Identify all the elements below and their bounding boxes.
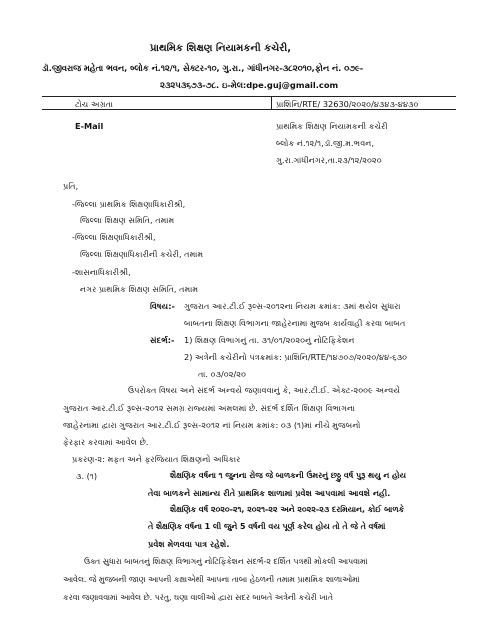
ref-number: પ્રાશિનિ/RTE/ 32630/૨૦૨૦/૪૩૪૩-૪૪૩૦ xyxy=(276,99,419,109)
rule-text: તે શૈક્ષણિક વર્ષના 1 લી જુને 5 વર્ષની વય પૂર્ણ કરેલ હોય તો તે જે તે વર્ષમાં xyxy=(148,522,386,531)
body-para1: જાહેરનામા દ્વારા ગુજરાત આર.ટી.ઈ રૂલ્સ-૨૦૧૨ નાં નિયમ ક્રમાંક: ૦૩ (૧)માં નીચે મુજબનો xyxy=(63,420,361,430)
sender-office-line2: બ્લોક નં.૧૨/૧,ડૉ.જી.મ.ભવન, xyxy=(276,138,374,148)
recipient-line: જિલ્લા શિક્ષણાધિકારીની કચેરી, તમામ xyxy=(80,249,204,259)
office-address-line1: ડૉ.જીવરાજ મહેતા ભવન, બ્લોક નં.૧૨/૧, સેક્ટર-૧૦, ગુ.રા., ગાંધીનગર-૩૮૨૦૧૦,ફોન નં. ૦૭૯- xyxy=(42,63,364,73)
chapter-heading: પ્રકરણ-૨: મફત અને ફરજિયાત શિક્ષણનો અધિકાર xyxy=(72,454,241,464)
sender-office-line1: પ્રાથમિક શિક્ષણ નિયામકની કચેરી xyxy=(276,121,388,131)
sender-office-line3: ગુ.રા.ગાંધીનગર,તા.૨૩/૧૨/૨૦૨૦ xyxy=(276,155,382,165)
rule-text: શૈક્ષણિક વર્ષ ૨૦૨૦-૨૧, ૨૦૨૧-૨૨ અને ૨૦૨૨-૨૩ દરમિયાન, કોઈ બાળકે xyxy=(170,505,405,514)
office-title: પ્રાથમિક શિક્ષણ નિયામકની કચેરી, xyxy=(150,43,292,54)
header-divider xyxy=(271,96,272,109)
body-para2: આવેલ. જે મુજબની જાણ આપની કક્ષાએથી આપના તાબા હેઠળની તમામ પ્રાથમિક શાળાઓમાં xyxy=(63,575,360,584)
body-para1: ફેરફાર કરવામાં આવેલ છે. xyxy=(63,437,149,447)
recipient-line: જિલ્લા શિક્ષણ સમિતિ, તમામ xyxy=(80,215,175,225)
header-bottom-rule xyxy=(42,109,456,110)
rule-text: પ્રવેશ મેળવવા પાત્ર રહેશે. xyxy=(148,539,230,549)
recipient-prati: પ્રતિ, xyxy=(63,181,79,191)
recipient-line: -જિલ્લા પ્રાથમિક શિક્ષણાધિકારીશ્રી, xyxy=(72,199,186,209)
body-para1: ગુજરાત આર.ટી.ઈ રૂલ્સ-૨૦૧૨ સમગ્ર રાજ્યમાં અમલમાં છે. સંદર્ભ દર્શિત શિક્ષણ વિભાગના xyxy=(63,403,356,413)
recipient-line: -જિલ્લા શિક્ષણાધિકારીશ્રી, xyxy=(72,232,156,242)
body-para1: ઉપરોક્ત વિષય અને સંદર્ભ અન્વયે જણાવવાનું કે, આર.ટી.ઈ. એક્ટ-૨૦૦૯ અન્વયે xyxy=(128,385,401,395)
rule-text: તેવા બાળકને સામાન્ય રીતે પ્રાથમિક શાળામાં પ્રવેશ આપવામાં આવશે નહી. xyxy=(148,488,391,498)
recipient-line: નગર પ્રાથમિક શિક્ષણ સમિતિ, તમામ xyxy=(80,284,199,294)
priority-label: ટોચ અગ્રતા xyxy=(75,99,114,109)
subject-label: વિષય:- xyxy=(150,301,175,311)
header-top-rule xyxy=(42,96,456,97)
reference-label: સંદર્ભ:- xyxy=(150,335,175,345)
email-label: E-Mail xyxy=(75,121,104,131)
reference-line3: તા. ૦૩/૦૨/૨૦ xyxy=(198,369,247,379)
reference-line2: 2) અત્રેની કચેરીનો પત્રક્રમાંક: પ્રાશિનિ/RTE/૧૪૭૦૭/૨૦૨૦/૪૪-૬૩૦ xyxy=(184,352,408,362)
rule-text: શૈક્ષણિક વર્ષના ૧ જુનના રોજ જે બાળકની ઉંમરનું છઠ્ઠુ વર્ષ પુરૂ થયુ ન હોય xyxy=(170,471,406,480)
reference-line1: 1) શિક્ષણ વિભાગનું તા. ૩૧/૦૧/૨૦૨૦નું નોટિફિકેશન xyxy=(184,335,355,345)
office-email: dpe.guj@gmail.com xyxy=(246,80,339,90)
recipient-line: -શાસનાધિકારીશ્રી, xyxy=(72,267,131,277)
subject-line1: ગુજરાત આર.ટી.ઈ રૂલ્સ-૨૦૧૨ના નિયમ ક્રમાંક: ૩માં થયેલ સુધારા xyxy=(184,301,401,311)
body-para2: ઉક્ત સુધારા બાબતનું શિક્ષણ વિભાગનું નોટિફિકેશન સંદર્ભ-૨ દર્શિત પત્રથી મોકલી આપવામાં xyxy=(84,557,368,566)
office-address-line2 xyxy=(160,80,338,90)
rule-number: ૩. (૧) xyxy=(76,471,98,481)
body-para2: કરવા જણાવવામાં આવેલ છે. પરંતુ, ઘણા વાલીઓ દ્વારા સદર બાબતે અત્રેની કચેરી ખાતે xyxy=(63,593,333,602)
phone-email-prefix: ૨૩૨૫૩૬૭૩-૭૮. ઇ-મેલ: xyxy=(160,80,247,90)
subject-line2: બાબતના શિક્ષણ વિભાગના જાહેરનામા મુજબ કાર્યવાહી કરવા બાબત xyxy=(184,318,406,328)
